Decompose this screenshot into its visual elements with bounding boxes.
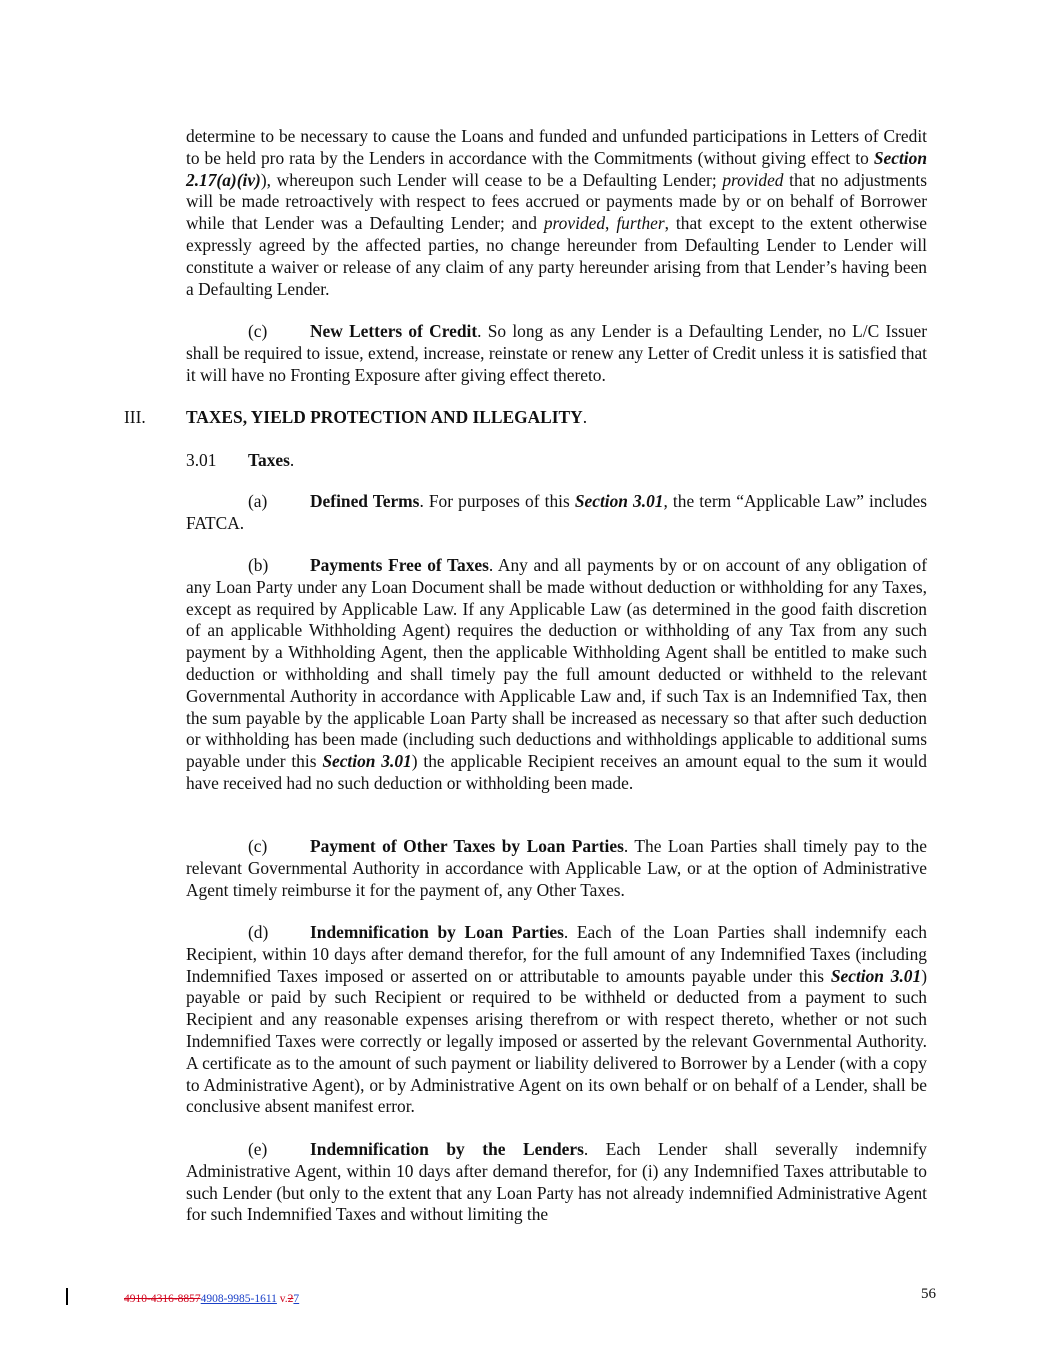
- text: . So long as any Lender is a Defaulting Lender, no L/C Issuer shall be required to issue, extend, increase, reinstate or renew any Letter of Credit unless it is satisfied that it will have no Fronting Exposure after giving effect thereto.: [186, 321, 927, 385]
- paragraph-label: (c): [248, 321, 268, 341]
- text: determine to be necessary to cause the Loans and funded and unfunded participations in Letters of Credit to be held pro rata by the Lenders in accordance with the Commitments (without giving effect to: [186, 126, 927, 168]
- text: ), whereupon such Lender will cease to be a Defaulting Lender;: [260, 169, 723, 190]
- text: . The Loan Parties shall timely pay to the relevant Governmental Authority in accordance with Applicable Law, or at the option of Administrative Agent timely reimburse it for the payment of, any Other Taxes.: [186, 836, 927, 900]
- paragraph-title: Indemnification by the Lenders: [310, 1139, 584, 1159]
- document-id: [124, 1292, 299, 1306]
- paragraph-label: (e): [248, 1139, 268, 1159]
- continuation-paragraph: [186, 126, 927, 300]
- paragraph-a-defined-terms: [186, 491, 927, 535]
- section-reference: Section 3.01: [574, 491, 664, 511]
- inserted-version: 7: [293, 1293, 300, 1305]
- paragraph-title: Defined Terms: [310, 491, 420, 511]
- article-heading: [186, 407, 587, 429]
- text: . For purposes of this: [419, 491, 575, 511]
- deleted-version: 2: [287, 1293, 294, 1305]
- paragraph-label: (a): [248, 491, 268, 511]
- section-reference: Section 3.01: [322, 751, 412, 772]
- deleted-doc-id: 4910-4316-8857: [124, 1293, 201, 1305]
- paragraph-label: (c): [248, 836, 268, 856]
- version-prefix: v.: [276, 1293, 288, 1305]
- text: . Each Lender shall severally indemnify Administrative Agent, within 10 days after demand therefor, for (i) any Indemnified Taxes attributable to such Lender (but only to the extent that any Loan Party has not already indemnified Administrative Agent for such Indemnified Taxes and without limiting the: [186, 1139, 927, 1225]
- paragraph-title: Indemnification by Loan Parties: [310, 922, 564, 942]
- punctuation: .: [582, 407, 588, 427]
- paragraph-title: Payment of Other Taxes by Loan Parties: [310, 836, 624, 856]
- article-number: III.: [124, 407, 146, 427]
- text: . Any and all payments by or on account of any obligation of any Loan Party under any Loan Document shall be made without deduction or withholding for any Taxes, except as required by Applicable Law. If any Applicable Law (as determined in the good faith discretion of an applicable Withholding Agent) requires the deduction or withholding of any Tax from any such payment by a Withholding Agent, then the applicable Withholding Agent shall be entitled to make such deduction or withholding and shall timely pay the full amount deducted or withheld to the relevant Governmental Authority in accordance with Applicable Law and, if such Tax is an Indemnified Tax, then the sum payable by the applicable Loan Party shall be increased as necessary so that after such deduction or withholding has been made (including such deductions and withholdings applicable to additional sums payable under this: [186, 555, 927, 772]
- italic-term: provided: [722, 169, 784, 190]
- text: ,: [605, 213, 617, 234]
- paragraph-b-payments-free-of-taxes: [186, 555, 927, 795]
- paragraph-c-new-letters-of-credit: [186, 321, 927, 386]
- paragraph-title: New Letters of Credit: [310, 321, 478, 341]
- text: , that except to the extent otherwise expressly agreed by the affected parties, no change hereunder from Defaulting Lender to Lender will constitute a waiver or release of any claim of any party hereunder arising from that Lender’s having been a Defaulting Lender.: [186, 213, 927, 299]
- paragraph-label: (b): [248, 555, 269, 575]
- change-bar: [66, 1288, 68, 1305]
- paragraph-d-indemnification-by-loan-parties: [186, 922, 927, 1118]
- italic-term: further: [616, 213, 665, 234]
- punctuation: .: [289, 450, 295, 470]
- section-heading: [248, 450, 294, 472]
- section-title: Taxes: [248, 450, 290, 470]
- text: ) payable or paid by such Recipient or required to be withheld or deducted from a payment to such Recipient and any reasonable expenses arising therefrom or with respect thereto, whether or not such Indemnified Taxes were correctly or legally imposed or asserted by the relevant Governmental Authority. A certificate as to the amount of such payment or liability delivered to Borrower by a Lender (with a copy to Administrative Agent), or by Administrative Agent on its own behalf or on behalf of a Lender, shall be conclusive absent manifest error.: [186, 965, 927, 1117]
- section-reference: Section 3.01: [830, 965, 922, 986]
- article-title: TAXES, YIELD PROTECTION AND ILLEGALITY: [186, 407, 583, 427]
- section-number: 3.01: [186, 450, 217, 470]
- inserted-doc-id: 4908-9985-1611: [200, 1293, 277, 1305]
- paragraph-label: (d): [248, 922, 269, 942]
- text: ) the applicable Recipient receives an amount equal to the sum it would have received had no such deduction or withholding been made.: [186, 751, 928, 793]
- page-number: 56: [921, 1286, 936, 1302]
- italic-term: provided: [543, 213, 606, 234]
- text: . Each of the Loan Parties shall indemnify each Recipient, within 10 days after demand therefor, for the full amount of any Indemnified Taxes (including Indemnified Taxes imposed or asserted on or attributable to amounts payable under this: [186, 922, 927, 986]
- paragraph-c-payment-of-other-taxes: [186, 836, 927, 901]
- section-reference: Section 2.17(a)(iv): [186, 147, 927, 190]
- paragraph-e-indemnification-by-lenders: [186, 1139, 927, 1226]
- paragraph-title: Payments Free of Taxes: [310, 555, 489, 575]
- text: , the term “Applicable Law” includes FATCA.: [186, 491, 927, 533]
- text: that no adjustments will be made retroactively with respect to fees accrued or payments made by or on behalf of Borrower while that Lender was a Defaulting Lender; and: [186, 169, 927, 234]
